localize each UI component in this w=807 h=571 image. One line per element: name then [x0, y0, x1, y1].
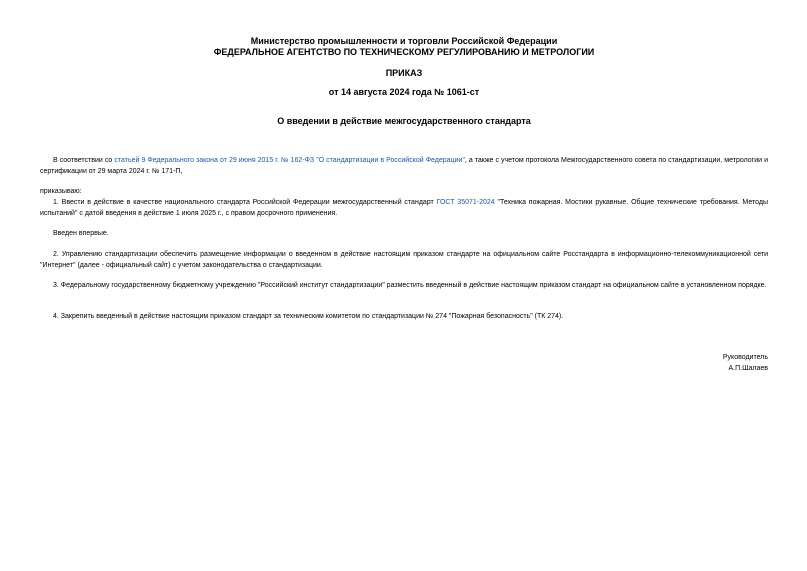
orders-word: приказываю:: [40, 188, 82, 195]
document-page: [40, 0, 768, 571]
item-3-paragraph: 3. Федеральному государственному бюджетному учреждению "Российский институт стандартизации" разместить введенный в действие настоящим приказом стандарт на официальном сайте в установленном порядке.: [53, 282, 767, 289]
order-date-number: от 14 августа 2024 года № 1061-ст: [328, 87, 480, 97]
ministry-name: Министерство промышленности и торговли Российской Федерации: [250, 36, 558, 46]
signer-position: Руководитель: [722, 354, 768, 361]
item-1-text-end: "Техника пожарная. Мостики рукавные. Общие технические требования. Методы испытаний" с датой введения в действие 1 июля 2025 г., с правом досрочного применения.: [40, 199, 768, 217]
item-2-paragraph: 2. Управлению стандартизации обеспечить размещение информации о введенном в действие настоящим приказом стандарте на официальном сайте Росстандарта в информационно-телекоммуникационной сети "Интернет" (далее - официальный сайт) с учетом законодательства о стандартизации.: [40, 251, 768, 269]
item-1-paragraph: [40, 197, 768, 219]
preamble-paragraph: [40, 155, 768, 177]
signer-name: А.П.Шалаев: [728, 365, 768, 372]
first-time-note: Введен впервые.: [53, 230, 109, 237]
order-subject: О введении в действие межгосударственного стандарта: [277, 116, 531, 126]
preamble-text-end: , а также с учетом протокола Межгосударственного совета по стандартизации, метрологии и сертификации от 29 марта 2024 г. № 171-П,: [40, 157, 768, 175]
gost-standard-link[interactable]: ГОСТ 35071-2024: [436, 199, 495, 206]
document-type: ПРИКАЗ: [385, 68, 423, 78]
item-4-paragraph: 4. Закрепить введенный в действие настоящим приказом стандарт за техническим комитетом по стандартизации № 274 "Пожарная безопасность" (ТК 274).: [53, 313, 564, 320]
item-1-text-start: 1. Ввести в действие в качестве национального стандарта Российской Федерации межгосударственный стандарт: [53, 199, 437, 206]
preamble-text-start: В соответствии со: [53, 157, 115, 164]
federal-law-link[interactable]: статьей 9 Федерального закона от 29 июня 2015 г. № 162-ФЗ "О стандартизации в Российской Федерации": [114, 157, 465, 164]
agency-name: ФЕДЕРАЛЬНОЕ АГЕНТСТВО ПО ТЕХНИЧЕСКОМУ РЕГУЛИРОВАНИЮ И МЕТРОЛОГИИ: [213, 47, 595, 57]
